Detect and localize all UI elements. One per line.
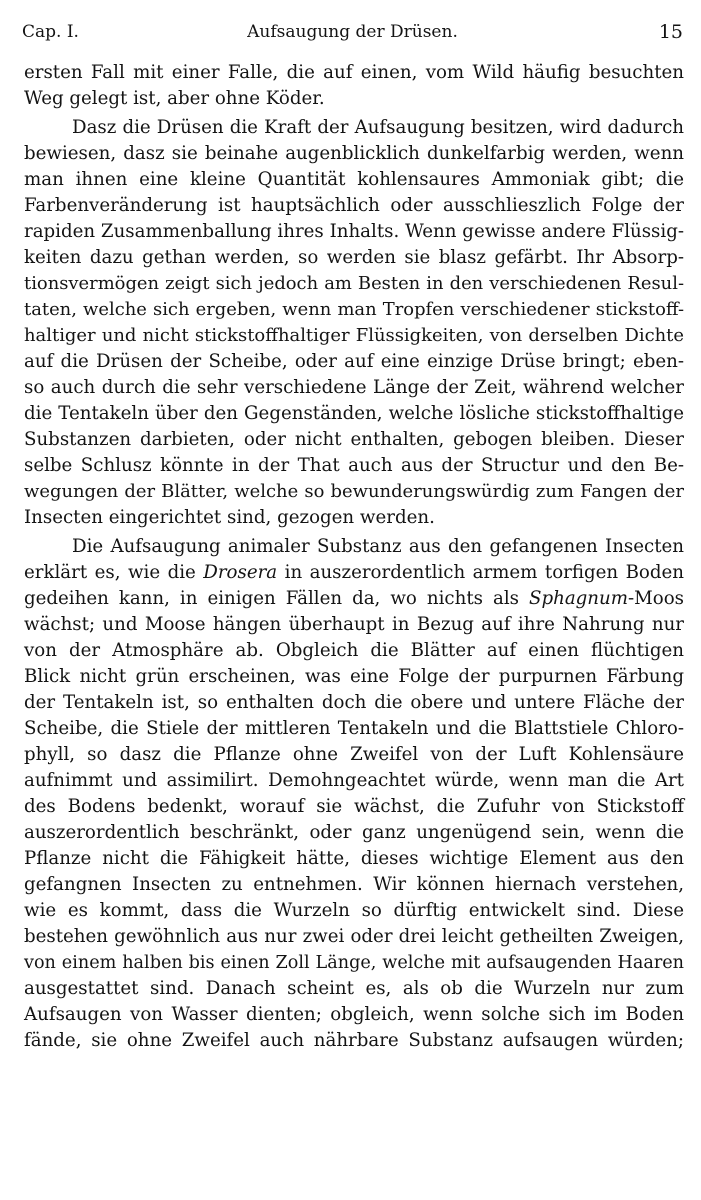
text-line: von einem halben bis einen Zoll Länge, welche mit aufsaugenden Haaren (24, 953, 684, 973)
text-line: Farbenveränderung ist hauptsächlich oder ausschlieszlich Folge der (24, 195, 684, 216)
text-line: des Bodens bedenkt, worauf sie wächst, die Zufuhr von Stickstoff (24, 796, 684, 817)
text-line: Scheibe, die Stiele der mittleren Tentakeln und die Blattstiele Chloro- (24, 718, 684, 739)
page-number: 15 (658, 21, 683, 43)
text-line: tionsvermögen zeigt sich jedoch am Besten in den verschiedenen Resul- (24, 273, 684, 294)
text-line: phyll, so dasz die Pflanze ohne Zweifel von der Luft Kohlensäure (24, 744, 684, 765)
text-line: auf die Drüsen der Scheibe, oder auf eine einzige Drüse bringt; eben- (24, 351, 684, 372)
text-line: haltiger und nicht stickstoffhaltiger Flüssigkeiten, von derselben Dichte (24, 325, 684, 346)
text-line: Dasz die Drüsen die Kraft der Aufsaugung besitzen, wird dadurch (72, 117, 684, 138)
text-line: von der Atmosphäre ab. Obgleich die Blätter auf einen flüchtigen (24, 640, 684, 661)
text-run: in auszerordentlich armem torfigen Boden (277, 562, 685, 583)
text-line: bewiesen, dasz sie beinahe augenblicklich dunkelfarbig werden, wenn (24, 143, 684, 164)
chapter-label: Cap. I. (22, 22, 79, 42)
taxon-name-drosera: Drosera (203, 562, 278, 583)
text-line: Die Aufsaugung animaler Substanz aus den gefangenen Insecten (72, 536, 684, 557)
text-line: keiten dazu gethan werden, so werden sie blasz gefärbt. Ihr Absorp- (24, 247, 684, 268)
text-line: auszerordentlich beschränkt, oder ganz ungenügend sein, wenn die (24, 822, 684, 843)
text-run: erklärt es, wie die (24, 562, 204, 583)
text-line: wie es kommt, dass die Wurzeln so dürftig entwickelt sind. Diese (24, 900, 684, 921)
text-line: wegungen der Blätter, welche so bewunderungswürdig zum Fangen der (24, 481, 684, 502)
text-line: fände, sie ohne Zweifel auch nährbare Substanz aufsaugen würden; (24, 1030, 684, 1051)
text-line: so auch durch die sehr verschiedene Länge der Zeit, während welcher (24, 377, 684, 398)
text-run: -Moos (627, 588, 684, 609)
text-line: Insecten eingerichtet sind, gezogen werden. (24, 507, 435, 528)
text-line: aufnimmt und assimilirt. Demohngeachtet würde, wenn man die Art (24, 770, 684, 791)
running-head (22, 20, 683, 44)
text-line: taten, welche sich ergeben, wenn man Tropfen verschiedener stickstoff- (24, 299, 684, 320)
text-line: man ihnen eine kleine Quantität kohlensaures Ammoniak gibt; die (24, 169, 684, 190)
text-line: Weg gelegt ist, aber ohne Köder. (24, 88, 325, 109)
text-line: ersten Fall mit einer Falle, die auf einen, vom Wild häufig besuchten (24, 62, 684, 83)
text-line: gefangnen Insecten zu entnehmen. Wir können hiernach verstehen, (24, 874, 684, 895)
text-line: Aufsaugen von Wasser dienten; obgleich, wenn solche sich im Boden (24, 1004, 684, 1025)
running-title: Aufsaugung der Drüsen. (247, 22, 458, 42)
taxon-name-sphagnum: Sphagnum (529, 588, 628, 609)
text-line: rapiden Zusammenballung ihres Inhalts. Wenn gewisse andere Flüssig- (24, 221, 684, 242)
text-line: Substanzen darbieten, oder nicht enthalten, gebogen bleiben. Dieser (24, 429, 684, 450)
text-line: die Tentakeln über den Gegenständen, welche lösliche stickstoffhaltige (24, 403, 684, 424)
text-line: Blick nicht grün erscheinen, was eine Folge der purpurnen Färbung (24, 666, 684, 687)
text-line: bestehen gewöhnlich aus nur zwei oder drei leicht getheilten Zweigen, (24, 926, 684, 947)
text-line (24, 586, 684, 612)
text-line: wächst; und Moose hängen überhaupt in Bezug auf ihre Nahrung nur (24, 614, 684, 635)
text-line (24, 560, 684, 586)
text-run: gedeihen kann, in einigen Fällen da, wo nichts als (24, 588, 529, 609)
text-line: selbe Schlusz könnte in der That auch aus der Structur und den Be- (24, 455, 684, 476)
text-line: der Tentakeln ist, so enthalten doch die obere und untere Fläche der (24, 692, 684, 713)
body-text (24, 60, 684, 1054)
text-line: ausgestattet sind. Danach scheint es, als ob die Wurzeln nur zum (24, 978, 684, 999)
text-line: Pflanze nicht die Fähigkeit hätte, dieses wichtige Element aus den (24, 848, 684, 869)
